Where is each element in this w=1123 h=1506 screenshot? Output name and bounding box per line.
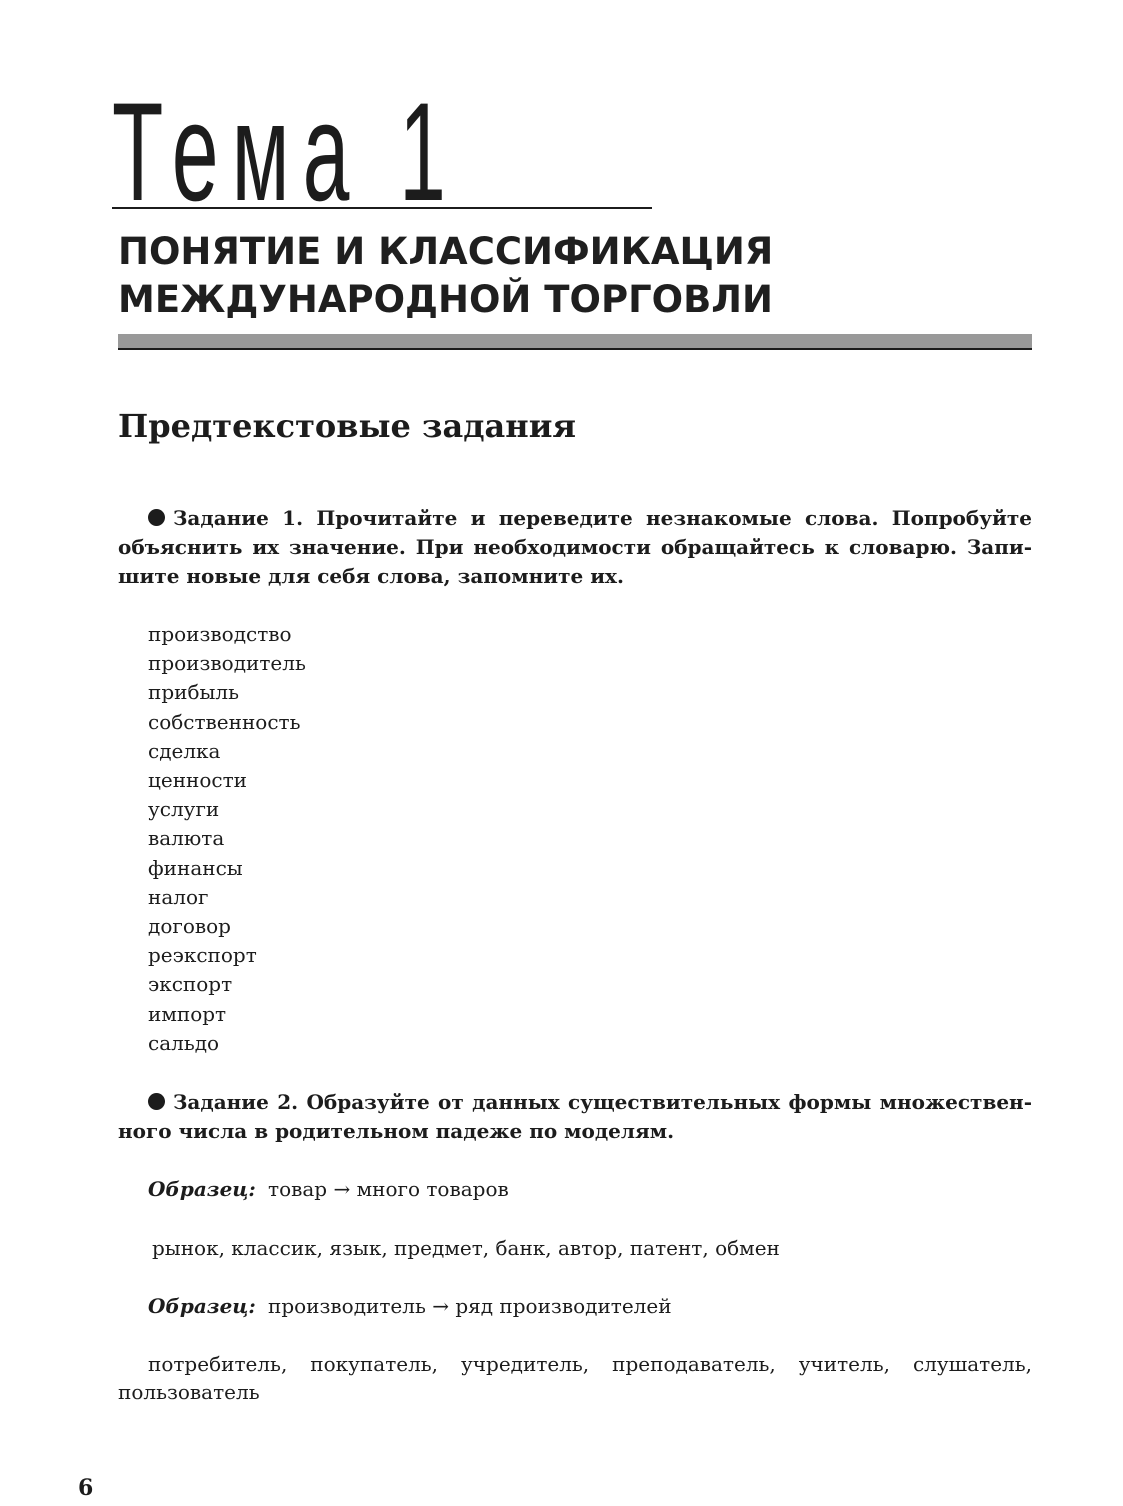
task-1-line-3: шите новые для себя слова, запомните их. (118, 564, 624, 588)
words-2-line-1: потребитель, покупатель, учредитель, преподаватель, учитель, слушатель, (148, 1352, 1032, 1376)
words-1 (152, 1234, 780, 1262)
words-2 (118, 1350, 1032, 1406)
words-2-line-2: пользователь (118, 1380, 260, 1404)
list-item: реэкспорт (148, 943, 257, 968)
list-item: налог (148, 884, 209, 909)
sample-1 (148, 1175, 509, 1203)
list-item: прибыль (148, 680, 240, 705)
list-item: ценности (148, 768, 247, 793)
bullet-icon (148, 509, 165, 526)
sample-2 (148, 1292, 672, 1320)
sample-1-label: Образец: (148, 1177, 256, 1201)
page-number: 6 (78, 1475, 94, 1501)
task-1-line-1 (118, 504, 1032, 533)
task-2-line-2: ного числа в родительном падеже по моделям. (118, 1119, 675, 1143)
sample-2-text: производитель → ряд производителей (268, 1294, 672, 1318)
sample-2-label: Образец: (148, 1294, 256, 1318)
task-1-line-1-text: Задание 1. Прочитайте и переведите незнакомые слова. Попробуйте (173, 506, 1032, 530)
topic-title (118, 228, 773, 324)
task-2-line-1-text: Задание 2. Образуйте от данных существительных формы множествен- (173, 1090, 1032, 1114)
vocabulary-list (148, 620, 306, 1058)
section-heading: Предтекстовые задания (118, 407, 577, 445)
list-item: производство (148, 622, 292, 646)
task-1 (118, 504, 1032, 591)
topic-title-line-2: МЕЖДУНАРОДНОЙ ТОРГОВЛИ (118, 278, 773, 321)
chapter-header (112, 73, 652, 230)
list-item: сделка (148, 738, 221, 763)
list-item: финансы (148, 855, 243, 880)
chapter-title: Тема 1 (112, 73, 460, 230)
list-item: валюта (148, 826, 225, 851)
list-item: экспорт (148, 972, 233, 997)
words-1-text: рынок, классик, язык, предмет, банк, автор, патент, обмен (152, 1236, 780, 1260)
list-item: собственность (148, 709, 301, 734)
topic-title-line-1: ПОНЯТИЕ И КЛАССИФИКАЦИЯ (118, 230, 774, 273)
bullet-icon (148, 1093, 165, 1110)
list-item: производитель (148, 651, 306, 676)
list-item: договор (148, 914, 231, 939)
list-item: услуги (148, 797, 220, 822)
task-1-line-2: объяснить их значение. При необходимости обращайтесь к словарю. Запи- (118, 535, 1032, 559)
task-2 (118, 1088, 1032, 1146)
title-divider (118, 334, 1032, 350)
list-item: сальдо (148, 1030, 220, 1055)
list-item: импорт (148, 1001, 227, 1026)
sample-1-text: товар → много товаров (268, 1177, 509, 1201)
task-2-line-1 (118, 1088, 1032, 1117)
